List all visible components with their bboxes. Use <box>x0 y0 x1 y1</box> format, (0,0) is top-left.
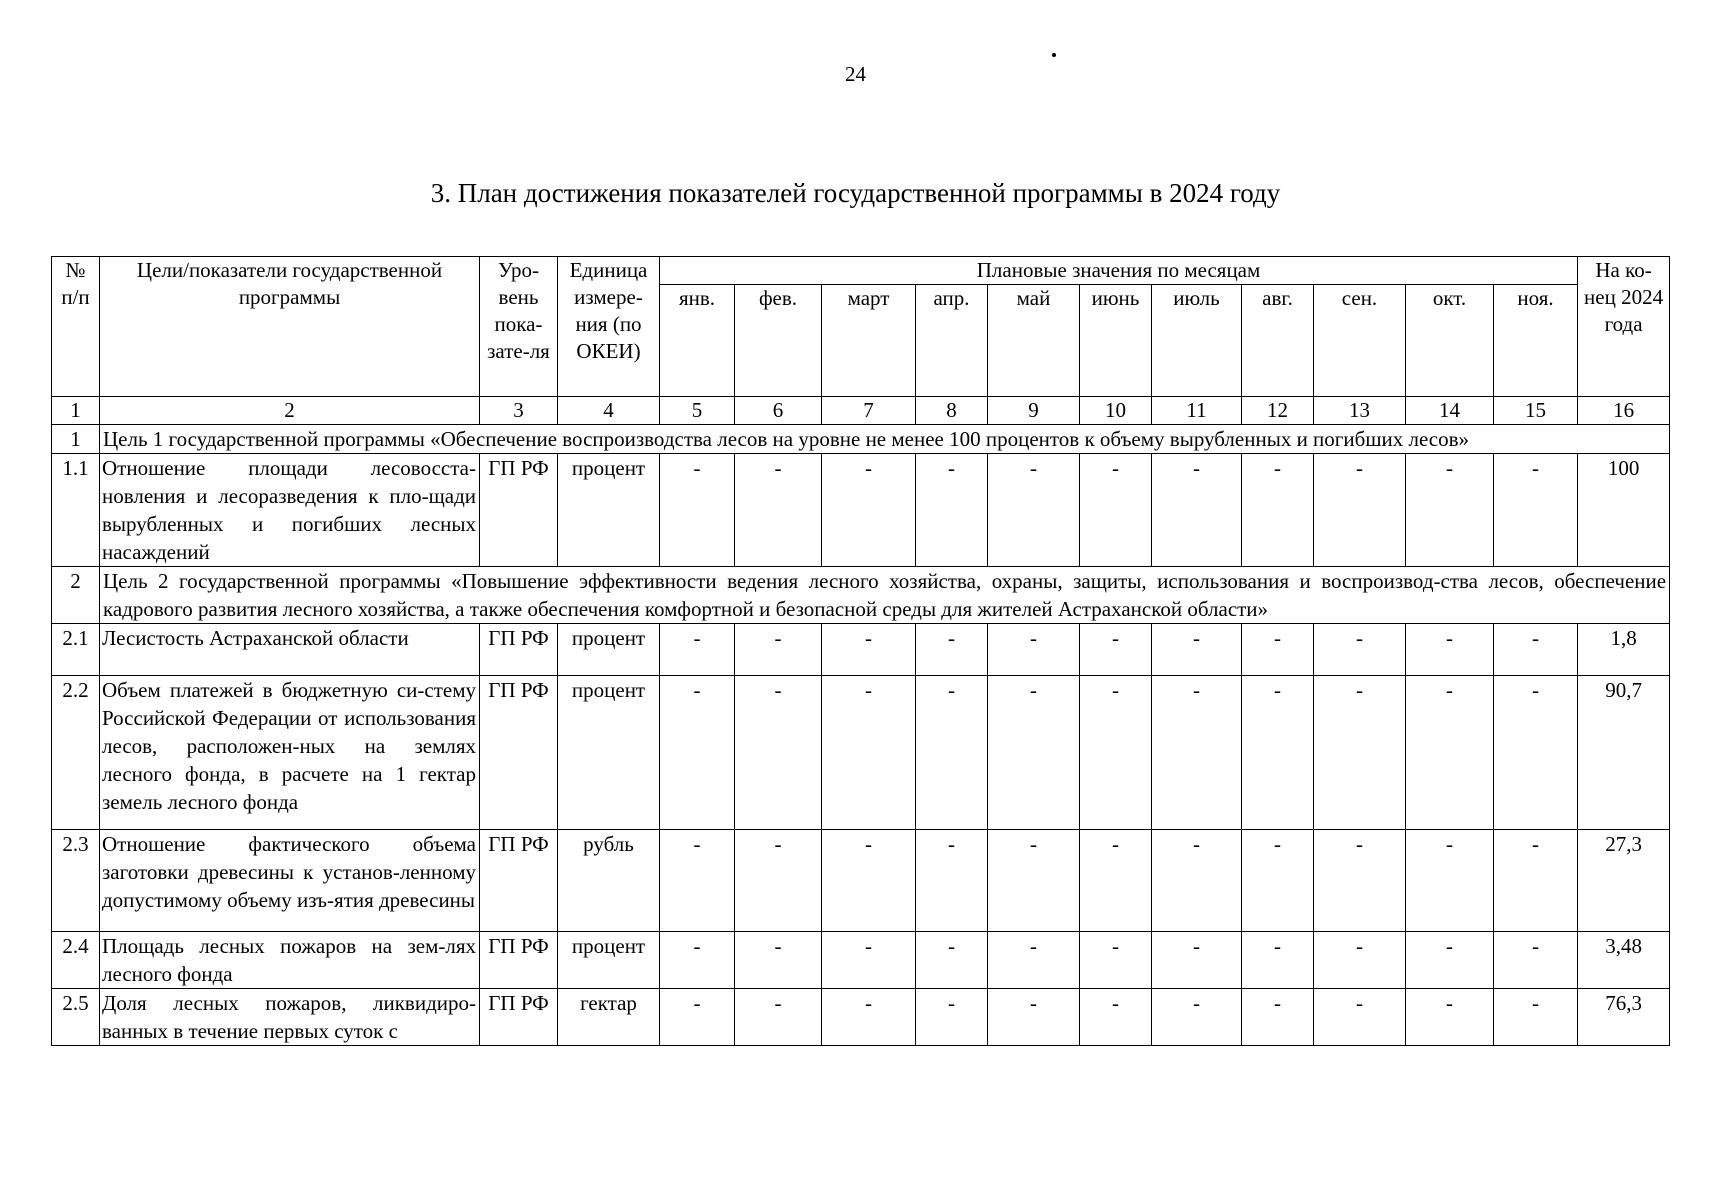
column-number: 16 <box>1578 397 1670 425</box>
monthly-value: - <box>822 989 916 1046</box>
monthly-value: - <box>1314 676 1406 830</box>
monthly-value: - <box>660 989 735 1046</box>
monthly-value: - <box>660 676 735 830</box>
monthly-value: - <box>660 454 735 567</box>
monthly-value: - <box>988 989 1080 1046</box>
monthly-value: - <box>916 676 988 830</box>
header-no: № п/п <box>52 257 100 397</box>
monthly-value: - <box>1242 676 1314 830</box>
header-month: окт. <box>1406 285 1494 397</box>
column-number: 8 <box>916 397 988 425</box>
monthly-value: - <box>988 676 1080 830</box>
row-number: 2.3 <box>52 830 100 932</box>
monthly-value: - <box>1406 676 1494 830</box>
monthly-value: - <box>1406 830 1494 932</box>
indicator-row <box>52 624 1670 676</box>
header-row-1 <box>52 257 1670 285</box>
column-number: 13 <box>1314 397 1406 425</box>
indicator-unit: процент <box>558 676 660 830</box>
header-month: апр. <box>916 285 988 397</box>
monthly-value: - <box>735 676 822 830</box>
column-number: 14 <box>1406 397 1494 425</box>
monthly-value: - <box>1242 624 1314 676</box>
column-number: 9 <box>988 397 1080 425</box>
indicator-name: Отношение фактического объема заготовки древесины к установ-ленному допустимому объему изъ-ятия древесины <box>100 830 480 932</box>
column-number: 15 <box>1494 397 1578 425</box>
column-numbers-row <box>52 397 1670 425</box>
monthly-value: - <box>988 454 1080 567</box>
monthly-value: - <box>822 830 916 932</box>
page-number: 24 <box>845 62 866 86</box>
monthly-value: - <box>822 932 916 989</box>
indicator-row <box>52 454 1670 567</box>
row-number: 2.2 <box>52 676 100 830</box>
indicator-name: Лесистость Астраханской области <box>100 624 480 676</box>
monthly-value: - <box>1494 989 1578 1046</box>
row-number: 2.4 <box>52 932 100 989</box>
monthly-value: - <box>1080 989 1152 1046</box>
indicator-level: ГП РФ <box>480 454 558 567</box>
header-month: ноя. <box>1494 285 1578 397</box>
column-number: 3 <box>480 397 558 425</box>
monthly-value: - <box>1314 932 1406 989</box>
monthly-value: - <box>1314 454 1406 567</box>
monthly-value: - <box>1494 830 1578 932</box>
monthly-value: - <box>1080 454 1152 567</box>
monthly-value: - <box>1494 454 1578 567</box>
indicator-row <box>52 676 1670 830</box>
monthly-value: - <box>822 624 916 676</box>
monthly-value: - <box>735 624 822 676</box>
column-number: 6 <box>735 397 822 425</box>
monthly-value: - <box>1080 624 1152 676</box>
header-planned-values: Плановые значения по месяцам <box>660 257 1578 285</box>
column-number: 1 <box>52 397 100 425</box>
goal-text: Цель 2 государственной программы «Повышение эффективности ведения лесного хозяйства, охраны, защиты, использования и воспроизвод-ства лесов, обеспечение кадрового развития лесного хозяйства, а также обеспечения комфортной и безопасной среды для жителей Астраханской области» <box>100 567 1670 624</box>
monthly-value: - <box>660 624 735 676</box>
end-of-year-value: 100 <box>1578 454 1670 567</box>
monthly-value: - <box>988 624 1080 676</box>
monthly-value: - <box>1152 830 1242 932</box>
header-month: июнь <box>1080 285 1152 397</box>
goal-row <box>52 425 1670 454</box>
indicator-level: ГП РФ <box>480 624 558 676</box>
indicator-unit: процент <box>558 932 660 989</box>
monthly-value: - <box>1494 676 1578 830</box>
monthly-value: - <box>916 624 988 676</box>
end-of-year-value: 27,3 <box>1578 830 1670 932</box>
indicator-row <box>52 932 1670 989</box>
monthly-value: - <box>822 454 916 567</box>
monthly-value: - <box>735 454 822 567</box>
monthly-value: - <box>1242 830 1314 932</box>
monthly-value: - <box>1406 454 1494 567</box>
end-of-year-value: 76,3 <box>1578 989 1670 1046</box>
header-unit: Единица измере-ния (по ОКЕИ) <box>558 257 660 397</box>
row-number: 2.1 <box>52 624 100 676</box>
monthly-value: - <box>735 989 822 1046</box>
end-of-year-value: 90,7 <box>1578 676 1670 830</box>
monthly-value: - <box>1152 676 1242 830</box>
monthly-value: - <box>1242 932 1314 989</box>
monthly-value: - <box>1406 989 1494 1046</box>
header-month: фев. <box>735 285 822 397</box>
header-month: июль <box>1152 285 1242 397</box>
indicator-unit: рубль <box>558 830 660 932</box>
monthly-value: - <box>735 830 822 932</box>
monthly-value: - <box>1080 830 1152 932</box>
column-number: 11 <box>1152 397 1242 425</box>
header-month: март <box>822 285 916 397</box>
indicator-name: Объем платежей в бюджетную си-стему Российской Федерации от использования лесов, расположен-ных на землях лесного фонда, в расчете на 1 гектар земель лесного фонда <box>100 676 480 830</box>
header-month: май <box>988 285 1080 397</box>
end-of-year-value: 1,8 <box>1578 624 1670 676</box>
monthly-value: - <box>1152 989 1242 1046</box>
goal-row <box>52 567 1670 624</box>
monthly-value: - <box>822 676 916 830</box>
monthly-value: - <box>1242 454 1314 567</box>
indicator-unit: процент <box>558 624 660 676</box>
row-number: 2 <box>52 567 100 624</box>
indicator-unit: процент <box>558 454 660 567</box>
column-number: 4 <box>558 397 660 425</box>
column-number: 2 <box>100 397 480 425</box>
monthly-value: - <box>1080 932 1152 989</box>
table-body <box>52 257 1670 1046</box>
indicator-unit: гектар <box>558 989 660 1046</box>
page-title: 3. План достижения показателей государственной программы в 2024 году <box>430 178 1281 208</box>
monthly-value: - <box>1314 830 1406 932</box>
monthly-value: - <box>916 932 988 989</box>
column-number: 5 <box>660 397 735 425</box>
monthly-value: - <box>1242 989 1314 1046</box>
monthly-value: - <box>916 454 988 567</box>
goal-text: Цель 1 государственной программы «Обеспечение воспроизводства лесов на уровне не менее 100 процентов к объему вырубленных и погибших лесов» <box>100 425 1670 454</box>
header-end-of-year: На ко-нец 2024 года <box>1578 257 1670 397</box>
monthly-value: - <box>660 830 735 932</box>
row-number: 1.1 <box>52 454 100 567</box>
header-month: янв. <box>660 285 735 397</box>
monthly-value: - <box>735 932 822 989</box>
plan-table <box>51 256 1670 1046</box>
monthly-value: - <box>988 932 1080 989</box>
monthly-value: - <box>1406 932 1494 989</box>
scan-speck <box>1052 53 1056 57</box>
monthly-value: - <box>1152 454 1242 567</box>
monthly-value: - <box>988 830 1080 932</box>
indicator-name: Доля лесных пожаров, ликвидиро-ванных в течение первых суток с <box>100 989 480 1046</box>
column-number: 7 <box>822 397 916 425</box>
indicator-level: ГП РФ <box>480 932 558 989</box>
monthly-value: - <box>1406 624 1494 676</box>
column-number: 12 <box>1242 397 1314 425</box>
monthly-value: - <box>1080 676 1152 830</box>
indicator-row <box>52 989 1670 1046</box>
monthly-value: - <box>1152 624 1242 676</box>
monthly-value: - <box>1314 624 1406 676</box>
indicator-level: ГП РФ <box>480 989 558 1046</box>
indicator-row <box>52 830 1670 932</box>
header-goals: Цели/показатели государственной программы <box>100 257 480 397</box>
column-number: 10 <box>1080 397 1152 425</box>
monthly-value: - <box>916 830 988 932</box>
monthly-value: - <box>1494 932 1578 989</box>
row-number: 2.5 <box>52 989 100 1046</box>
header-month: сен. <box>1314 285 1406 397</box>
header-month: авг. <box>1242 285 1314 397</box>
indicator-level: ГП РФ <box>480 830 558 932</box>
monthly-value: - <box>1152 932 1242 989</box>
row-number: 1 <box>52 425 100 454</box>
indicator-name: Площадь лесных пожаров на зем-лях лесного фонда <box>100 932 480 989</box>
monthly-value: - <box>1494 624 1578 676</box>
indicator-level: ГП РФ <box>480 676 558 830</box>
indicator-name: Отношение площади лесовосста-новления и лесоразведения к пло-щади вырубленных и погибших лесных насаждений <box>100 454 480 567</box>
monthly-value: - <box>1314 989 1406 1046</box>
monthly-value: - <box>660 932 735 989</box>
header-level: Уро-вень пока-зате-ля <box>480 257 558 397</box>
monthly-value: - <box>916 989 988 1046</box>
end-of-year-value: 3,48 <box>1578 932 1670 989</box>
